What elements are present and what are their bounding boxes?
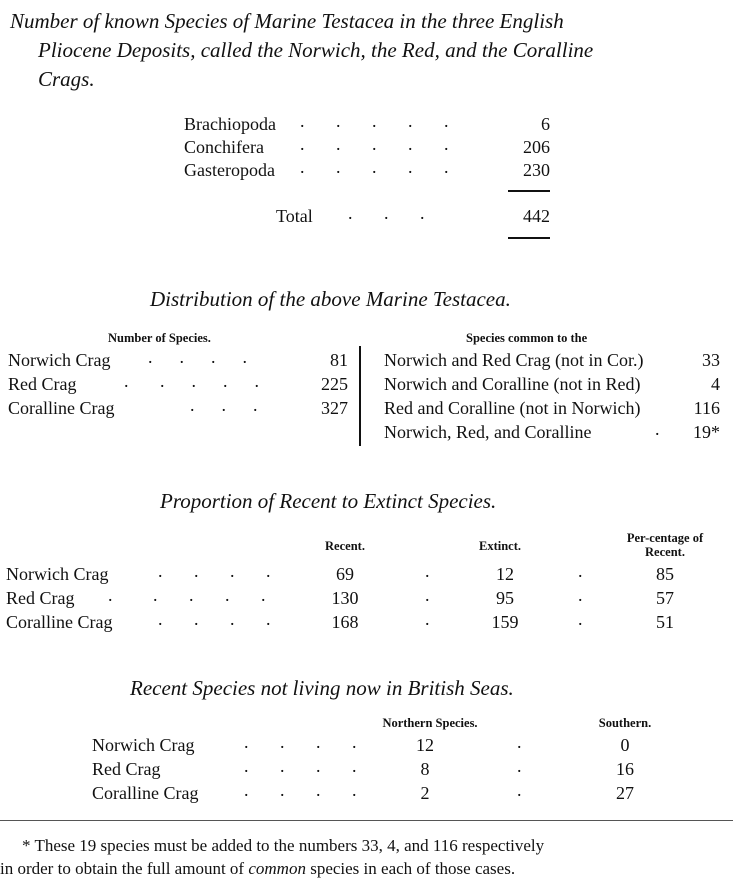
sum-rule [508, 190, 550, 192]
common-count: 116 [693, 398, 720, 418]
crag-label: Norwich Crag [6, 564, 109, 584]
footnote-text: species in each of those cases. [305, 859, 516, 878]
southern-value: 16 [616, 759, 634, 779]
total-value: 442 [523, 206, 550, 226]
percent-header-line1: Per-centage of [626, 531, 704, 545]
distribution-title: Distribution of the above Marine Testacea. [150, 287, 511, 311]
northern-value: 2 [420, 783, 430, 803]
leader-dots: . [517, 756, 522, 776]
leader-dots: . [578, 585, 583, 605]
extinct-value: 159 [491, 612, 519, 632]
recent-not-british-title: Recent Species not living now in British Seas. [130, 676, 514, 700]
percent-value: 85 [656, 564, 674, 584]
species-count: 327 [321, 398, 348, 418]
northern-value: 12 [416, 735, 434, 755]
total-label: Total [276, 206, 313, 226]
common-count: 19* [693, 422, 720, 442]
crag-label: Norwich Crag [8, 350, 111, 370]
common-count: 4 [711, 374, 720, 394]
extinct-value: 95 [496, 588, 514, 608]
leader-dots: . [517, 780, 522, 800]
southern-value: 27 [616, 783, 634, 803]
footnote-text: in order to obtain the full amount of [0, 859, 249, 878]
northern-value: 8 [420, 759, 430, 779]
distribution-right-header: Species common to the [466, 331, 588, 345]
percent-header-line2: Recent. [645, 545, 685, 559]
column-divider [359, 346, 361, 446]
crag-label: Red Crag [92, 759, 161, 779]
percent-value: 57 [656, 588, 674, 608]
leader-dots: . . . . [244, 780, 357, 800]
recent-header: Recent. [325, 539, 365, 553]
crag-label: Coralline Crag [6, 612, 113, 632]
leader-dots: . . . . . [108, 585, 266, 605]
proportion-title: Proportion of Recent to Extinct Species. [160, 489, 497, 513]
leader-dots: . [517, 732, 522, 752]
common-label: Norwich, Red, and Coralline [384, 422, 592, 442]
totals-value: 230 [523, 160, 550, 180]
common-label: Norwich and Red Crag (not in Cor.) [384, 350, 644, 370]
leader-dots: . [425, 609, 430, 629]
percent-value: 51 [656, 612, 674, 632]
title-line-2: Pliocene Deposits, called the Norwich, the Red, and the Coralline [38, 38, 594, 62]
leader-dots: . [578, 609, 583, 629]
recent-value: 168 [331, 612, 359, 632]
northern-header: Northern Species. [382, 716, 478, 730]
totals-label: Gasteropoda [184, 160, 275, 180]
species-count: 81 [330, 350, 348, 370]
footnote-emphasis: common [248, 859, 306, 878]
leader-dots: . . . . [158, 609, 271, 629]
leader-dots: . . . . . [300, 157, 449, 177]
title-line-3: Crags. [38, 67, 95, 91]
leader-dots: . . . . [244, 732, 357, 752]
footnote-line-2 [0, 858, 515, 880]
crag-label: Red Crag [8, 374, 77, 394]
leader-dots: . . . . . [124, 371, 259, 391]
leader-dots: . . . . [158, 561, 271, 581]
leader-dots: . . . [348, 203, 425, 223]
totals-value: 206 [523, 137, 550, 157]
recent-value: 130 [331, 588, 359, 608]
leader-dots: . [655, 419, 660, 439]
footnote-line-1: * These 19 species must be added to the numbers 33, 4, and 116 respectively [22, 836, 545, 855]
southern-header: Southern. [598, 716, 652, 730]
extinct-value: 12 [496, 564, 514, 584]
southern-value: 0 [620, 735, 630, 755]
leader-dots: . [425, 585, 430, 605]
distribution-left-header: Number of Species. [108, 331, 211, 345]
leader-dots: . . . . . [300, 134, 449, 154]
totals-value: 6 [541, 114, 550, 134]
leader-dots: . . . . [148, 347, 247, 367]
footnote-rule [0, 820, 733, 821]
leader-dots: . . . . . [300, 111, 449, 131]
totals-label: Brachiopoda [184, 114, 276, 134]
common-count: 33 [702, 350, 720, 370]
total-rule [508, 237, 550, 239]
common-label: Red and Coralline (not in Norwich) [384, 398, 641, 418]
crag-label: Coralline Crag [92, 783, 199, 803]
leader-dots: . . . . [244, 756, 357, 776]
crag-label: Red Crag [6, 588, 75, 608]
leader-dots: . [425, 561, 430, 581]
common-label: Norwich and Coralline (not in Red) [384, 374, 641, 394]
leader-dots: . [578, 561, 583, 581]
species-count: 225 [321, 374, 348, 394]
extinct-header: Extinct. [478, 539, 521, 553]
leader-dots: . . . [190, 395, 258, 415]
crag-label: Norwich Crag [92, 735, 195, 755]
totals-label: Conchifera [184, 137, 264, 157]
crag-label: Coralline Crag [8, 398, 115, 418]
recent-value: 69 [336, 564, 354, 584]
title-line-1: Number of known Species of Marine Testacea in the three English [10, 9, 564, 33]
